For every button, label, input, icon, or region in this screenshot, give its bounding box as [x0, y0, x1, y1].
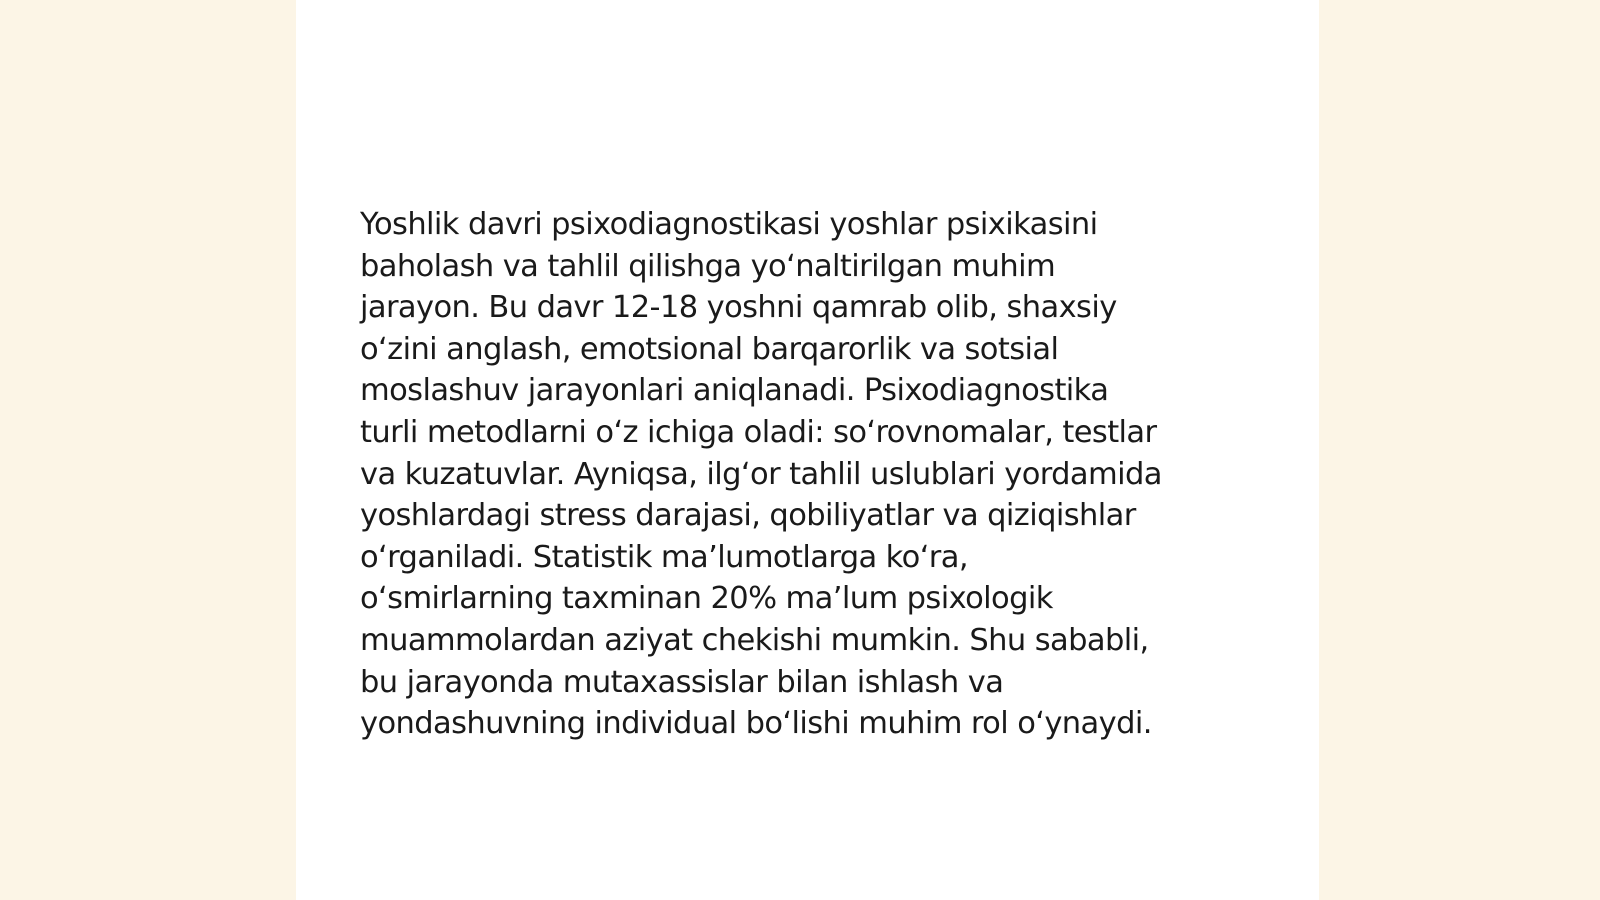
paragraph-line: oʻzini anglash, emotsional barqarorlik va sotsial [360, 331, 1059, 367]
document-page [296, 0, 1319, 900]
paragraph-line: yoshlardagi stress darajasi, qobiliyatlar va qiziqishlar [360, 498, 1136, 534]
paragraph-line: oʻrganiladi. Statistik maʼlumotlarga koʻra, [360, 539, 968, 575]
paragraph-line: Yoshlik davri psixodiagnostikasi yoshlar psixikasini [360, 207, 1098, 242]
paragraph-line: jarayon. Bu davr 12-18 yoshni qamrab olib, shaxsiy [360, 290, 1117, 326]
paragraph-line: baholash va tahlil qilishga yoʻnaltirilgan muhim [360, 248, 1056, 284]
paragraph-line: turli metodlarni oʻz ichiga oladi: soʻrovnomalar, testlar [360, 414, 1157, 450]
paragraph-line: muammolardan aziyat chekishi mumkin. Shu sababli, [360, 622, 1149, 658]
paragraph-line: moslashuv jarayonlari aniqlanadi. Psixodiagnostika [360, 373, 1109, 409]
body-paragraph [360, 204, 1260, 745]
paragraph-line: yondashuvning individual boʻlishi muhim rol oʻynaydi. [360, 706, 1152, 742]
paragraph-line: bu jarayonda mutaxassislar bilan ishlash va [360, 664, 1004, 700]
paragraph-line: va kuzatuvlar. Ayniqsa, ilgʻor tahlil uslublari yordamida [360, 456, 1162, 492]
paragraph-line: oʻsmirlarning taxminan 20% maʼlum psixologik [360, 581, 1053, 617]
